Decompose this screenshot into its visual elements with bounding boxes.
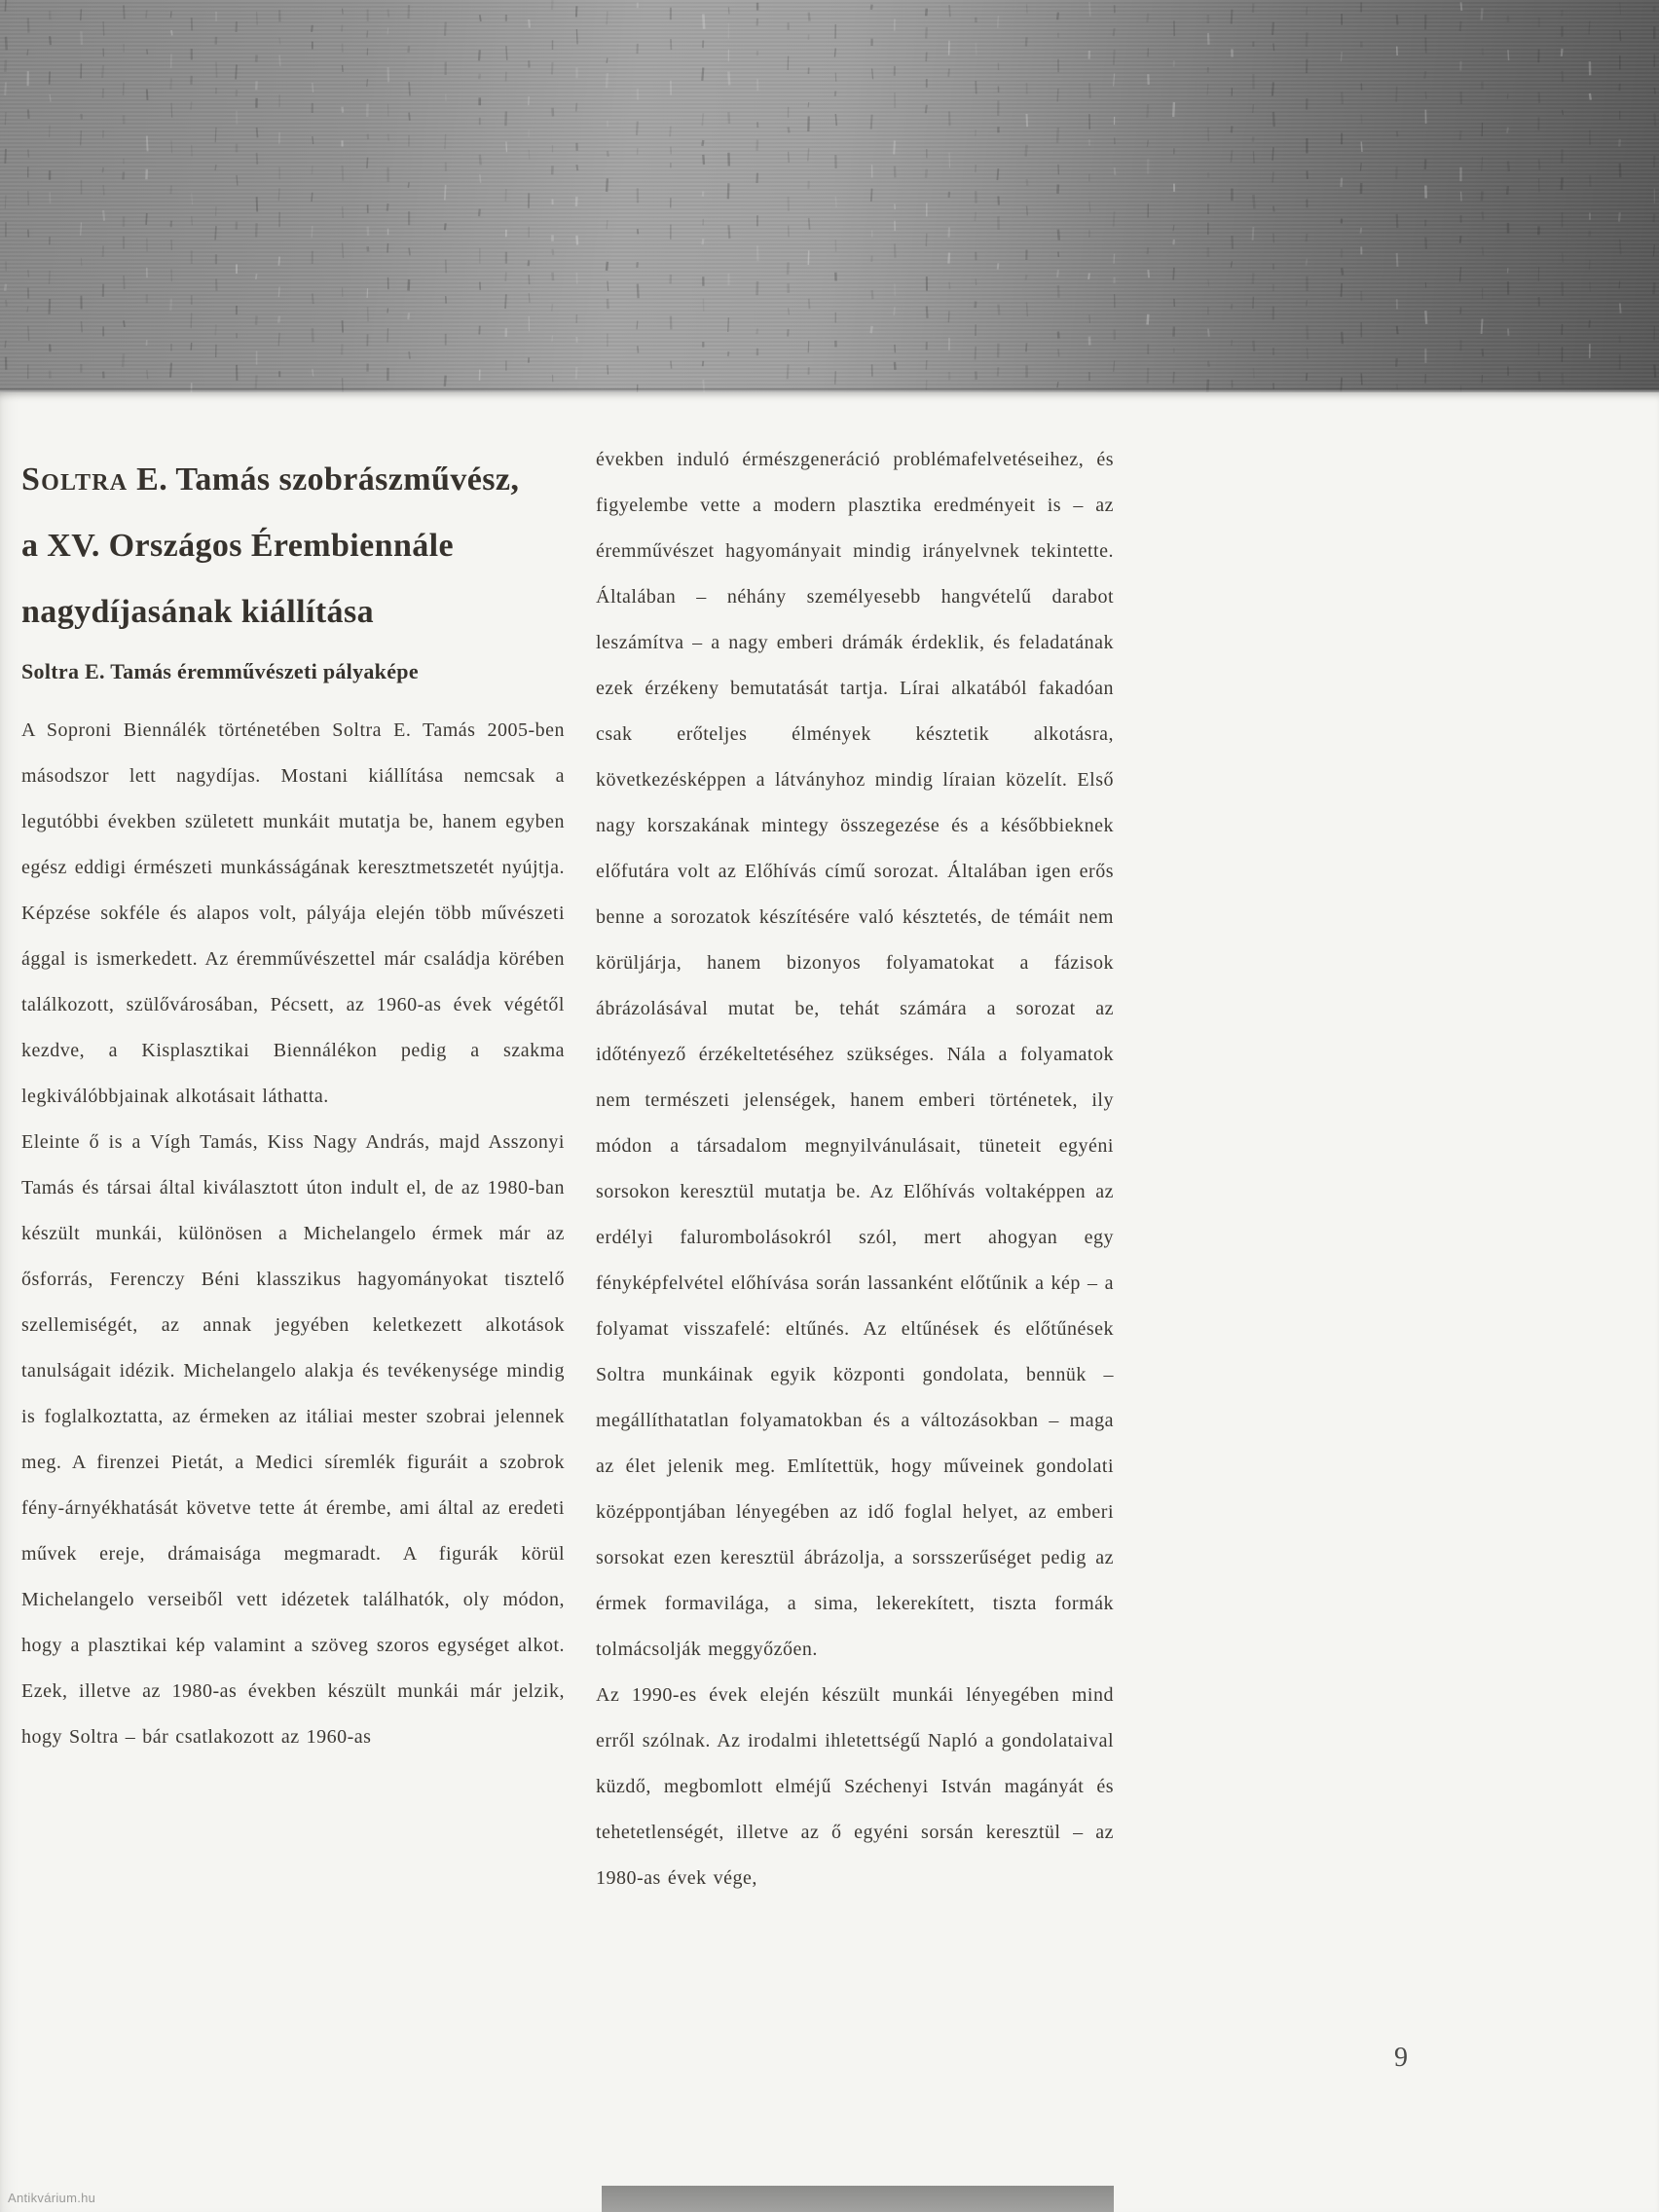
title-line-1 <box>21 447 565 513</box>
right-column <box>596 437 1114 1901</box>
page-number: 9 <box>1394 2043 1408 2073</box>
body-paragraph: A Soproni Biennálék történetében Soltra E. Tamás 2005-ben másodszor lett nagydíjas. Mostani kiállítása nemcsak a legutóbbi években született munkáit mutatja be, hanem egyben egész eddigi érmészeti munkásságának keresztmetszetét nyújtja. Képzése sokféle és alapos volt, pályája elején több művészeti ággal is ismerkedett. Az éremművészettel már családja körében találkozott, szülővárosában, Pécsett, az 1960-as évek végétől kezdve, a Kisplasztikai Biennálékon pedig a szakma legkiválóbbjainak alkotásait láthatta. <box>21 719 565 1107</box>
book-cover-texture <box>0 0 1659 392</box>
article-title <box>21 392 565 645</box>
fabric-stitch-texture <box>0 0 1659 392</box>
watermark: Antikvárium.hu <box>8 2191 96 2205</box>
page-paper <box>0 392 1659 2212</box>
title-line-2: a XV. Országos Érembiennále <box>21 528 454 564</box>
title-line-1-rest: E. Tamás szobrászművész, <box>128 461 520 498</box>
next-photo-top-edge <box>602 2186 1114 2212</box>
body-paragraph: Eleinte ő is a Vígh Tamás, Kiss Nagy András, majd Asszonyi Tamás és társai által kiválasztott úton indult el, de az 1980-ban készült munkái, különösen a Michelangelo érmek már az ősforrás, Ferenczy Béni klasszikus hagyományokat tisztelő szellemiségét, az annak jegyében keletkezett alkotások tanulságait idézik. Michelangelo alakja és tevékenysége mindig is foglalkoztatta, az érmeken az itáliai mester szobrai jelennek meg. A firenzei Pietát, a Medici síremlék figuráit a szobrok fény-árnyékhatását követve tette át érembe, ami által az eredeti művek ereje, drámaisága megmaradt. A figurák körül Michelangelo verseiből vett idézetek találhatók, oly módon, hogy a plasztikai kép valamint a szöveg szoros egységet alkot. Ezek, illetve az 1980-as években készült munkái már jelzik, hogy Soltra – bár csatlakozott az 1960-as <box>21 1131 565 1748</box>
article-subtitle: Soltra E. Tamás éremművészeti pályaképe <box>21 659 419 683</box>
body-paragraph: években induló érmészgeneráció problémafelvetéseihez, és figyelembe vette a modern plasztika eredményeit is – az éremművészet hagyományait mindig irányelvnek tekintette. Általában – néhány személyesebb hangvételű darabot leszámítva – a nagy emberi drámák érdeklik, és feladatának ezek érzékeny bemutatását tartja. Lírai alkatából fakadóan csak erőteljes élmények késztetik alkotásra, következésképpen a látványhoz mindig líraian közelít. Első nagy korszakának mintegy összegezése és a későbbieknek előfutára volt az Előhívás című sorozat. Általában igen erős benne a sorozatok készítésére való késztetés, de témáit nem körüljárja, hanem bizonyos folyamatokat a fázisok ábrázolásával mutat be, tehát számára a sorozat az időtényező érzékeltetéséhez szükséges. Nála a folyamatok nem természeti jelenségek, hanem emberi történetek, ily módon a társadalom megnyilvánulásait, tüneteit egyéni sorsokon keresztül mutatja be. Az Előhívás voltaképpen az erdélyi falurombolásokról szól, mert ahogyan egy fényképfelvétel előhívása során lassanként előtűnik a kép – a folyamat visszafelé: eltűnés. Az eltűnések és előtűnések Soltra munkáinak egyik központi gondolata, bennük – megállíthatatlan folyamatokban és a változásokban – maga az élet jelenik meg. Említettük, hogy műveinek gondolati középpontjában lényegében az idő foglal helyet, az emberi sorsokat ezen keresztül ábrázolja, a sorsszerűséget pedig az érmek formavilága, a sima, lekerekített, tiszta formák tolmácsolják meggyőzően. <box>596 449 1114 1660</box>
title-lead-smallcaps: Soltra <box>21 461 129 498</box>
body-paragraph: Az 1990-es évek elején készült munkái lényegében mind erről szólnak. Az irodalmi ihletettségű Napló a gondolataival küzdő, megbomlott elméjű Széchenyi István magányát és tehetetlenségét, illetve az ő egyéni sorsán keresztül – az 1980-as évek vége, <box>596 1684 1114 1889</box>
left-column <box>21 392 565 1760</box>
title-line-3: nagydíjasának kiállítása <box>21 594 374 630</box>
